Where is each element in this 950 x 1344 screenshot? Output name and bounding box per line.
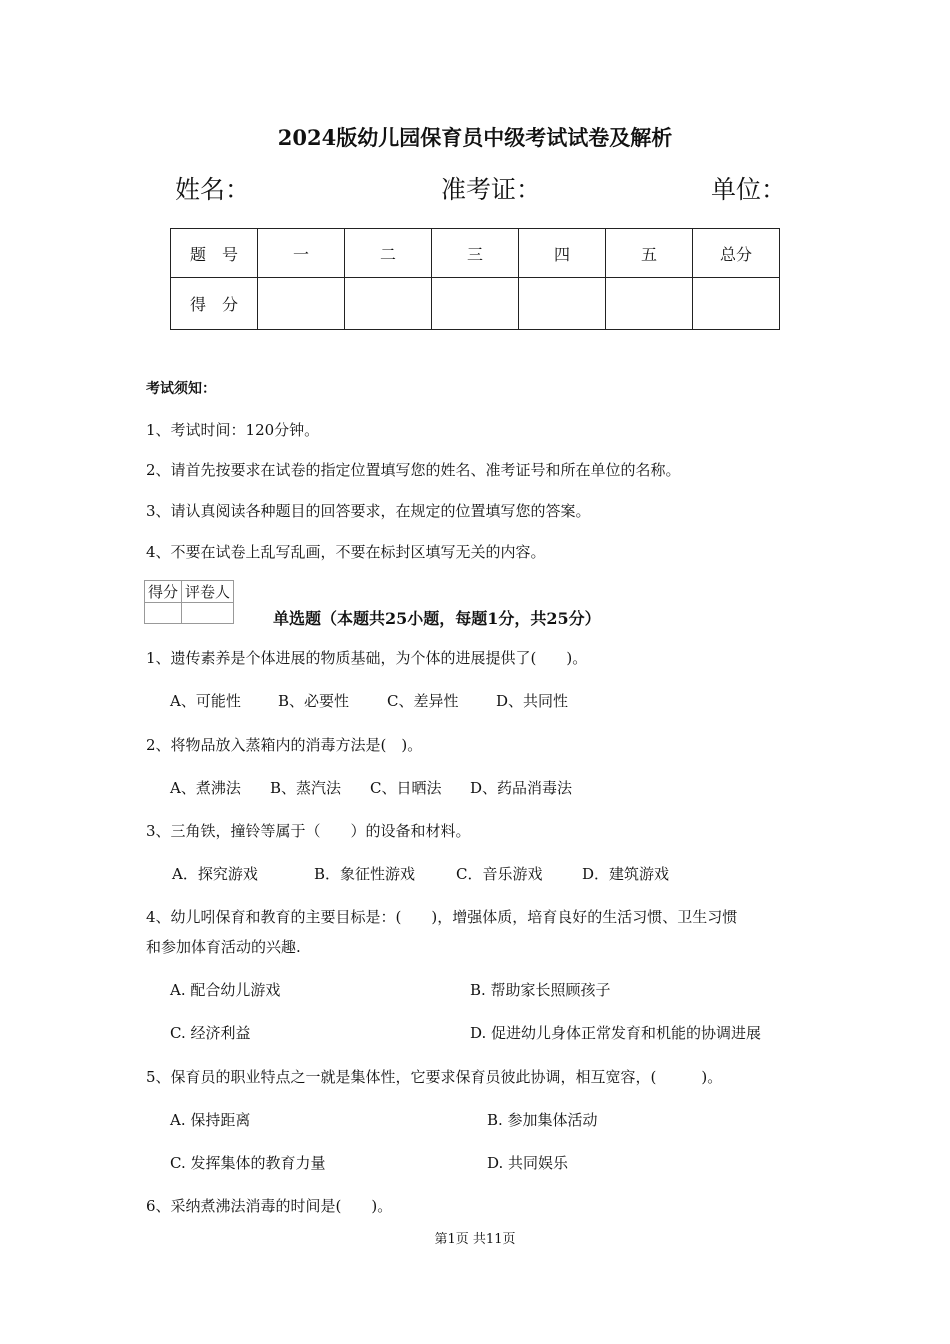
score-table-header-label: 题 号 bbox=[171, 229, 258, 278]
question-1-option-b[interactable]: B、必要性 bbox=[278, 692, 350, 710]
notice-item-2: 2、请首先按要求在试卷的指定位置填写您的姓名、准考证号和所在单位的名称。 bbox=[146, 461, 681, 479]
score-table-row-label: 得 分 bbox=[171, 278, 258, 330]
question-5-option-b[interactable]: B. 参加集体活动 bbox=[487, 1111, 598, 1129]
name-field-label: 姓名： bbox=[175, 175, 251, 204]
question-5-option-d[interactable]: D. 共同娱乐 bbox=[487, 1154, 569, 1172]
grader-box bbox=[144, 580, 234, 624]
score-table-score-row bbox=[171, 278, 780, 330]
score-cell-5[interactable] bbox=[606, 278, 693, 330]
score-cell-4[interactable] bbox=[519, 278, 606, 330]
question-4-option-a[interactable]: A. 配合幼儿游戏 bbox=[170, 981, 281, 999]
question-1-option-c[interactable]: C、差异性 bbox=[387, 692, 459, 710]
section-title: 单选题（本题共25小题，每题1分，共25分） bbox=[273, 609, 601, 628]
question-4-option-c[interactable]: C. 经济利益 bbox=[170, 1024, 251, 1042]
question-2-stem: 2、将物品放入蒸箱内的消毒方法是( )。 bbox=[146, 736, 423, 754]
notice-item-1: 1、考试时间：120分钟。 bbox=[146, 421, 320, 439]
question-3-stem: 3、三角铁，撞铃等属于（ ）的设备和材料。 bbox=[146, 822, 471, 840]
score-cell-3[interactable] bbox=[432, 278, 519, 330]
question-1-stem: 1、遗传素养是个体进展的物质基础，为个体的进展提供了( )。 bbox=[146, 649, 588, 667]
score-table-header-total: 总分 bbox=[693, 229, 780, 278]
question-3-option-d[interactable]: D．建筑游戏 bbox=[582, 865, 670, 883]
unit-field-label: 单位： bbox=[711, 175, 787, 204]
question-2-option-b[interactable]: B、蒸汽法 bbox=[270, 779, 342, 797]
question-1-option-a[interactable]: A、可能性 bbox=[170, 692, 241, 710]
question-4-stem-continued: 和参加体育活动的兴趣. bbox=[146, 938, 301, 956]
question-4-option-b[interactable]: B. 帮助家长照顾孩子 bbox=[470, 981, 611, 999]
score-cell-1[interactable] bbox=[258, 278, 345, 330]
page-footer: 第1页 共11页 bbox=[434, 1232, 516, 1247]
score-table-header-2: 二 bbox=[345, 229, 432, 278]
question-3-option-a[interactable]: A．探究游戏 bbox=[172, 865, 258, 883]
score-table-header-4: 四 bbox=[519, 229, 606, 278]
question-2-option-c[interactable]: C、日晒法 bbox=[370, 779, 442, 797]
grader-box-score-label: 得分 bbox=[145, 581, 182, 603]
document-title: 2024版幼儿园保育员中级考试试卷及解析 bbox=[277, 125, 673, 150]
score-cell-total[interactable] bbox=[693, 278, 780, 330]
exam-id-field-label: 准考证： bbox=[441, 175, 542, 204]
question-3-option-b[interactable]: B．象征性游戏 bbox=[314, 865, 416, 883]
score-cell-2[interactable] bbox=[345, 278, 432, 330]
question-5-stem: 5、保育员的职业特点之一就是集体性，它要求保育员彼此协调，相互宽容，( )。 bbox=[146, 1068, 723, 1086]
grader-box-grader-label: 评卷人 bbox=[182, 581, 234, 603]
score-table-header-3: 三 bbox=[432, 229, 519, 278]
notice-heading: 考试须知： bbox=[146, 381, 216, 397]
score-table-header-row bbox=[171, 229, 780, 278]
notice-item-3: 3、请认真阅读各种题目的回答要求，在规定的位置填写您的答案。 bbox=[146, 502, 591, 520]
question-4-option-d[interactable]: D. 促进幼儿身体正常发育和机能的协调进展 bbox=[470, 1024, 762, 1042]
question-6-stem: 6、采纳煮沸法消毒的时间是( )。 bbox=[146, 1197, 393, 1215]
question-1-option-d[interactable]: D、共同性 bbox=[496, 692, 569, 710]
score-table bbox=[170, 228, 780, 330]
score-table-header-5: 五 bbox=[606, 229, 693, 278]
question-5-option-a[interactable]: A. 保持距离 bbox=[170, 1111, 251, 1129]
notice-item-4: 4、不要在试卷上乱写乱画，不要在标封区填写无关的内容。 bbox=[146, 543, 546, 561]
question-5-option-c[interactable]: C. 发挥集体的教育力量 bbox=[170, 1154, 326, 1172]
grader-box-score-cell[interactable] bbox=[145, 603, 182, 624]
question-4-stem: 4、幼儿吲保育和教育的主要目标是：( )，增强体质，培育良好的生活习惯、卫生习惯 bbox=[146, 908, 738, 926]
question-3-option-c[interactable]: C．音乐游戏 bbox=[456, 865, 543, 883]
score-table-header-1: 一 bbox=[258, 229, 345, 278]
question-2-option-a[interactable]: A、煮沸法 bbox=[170, 779, 241, 797]
grader-box-grader-cell[interactable] bbox=[182, 603, 234, 624]
question-2-option-d[interactable]: D、药品消毒法 bbox=[470, 779, 573, 797]
